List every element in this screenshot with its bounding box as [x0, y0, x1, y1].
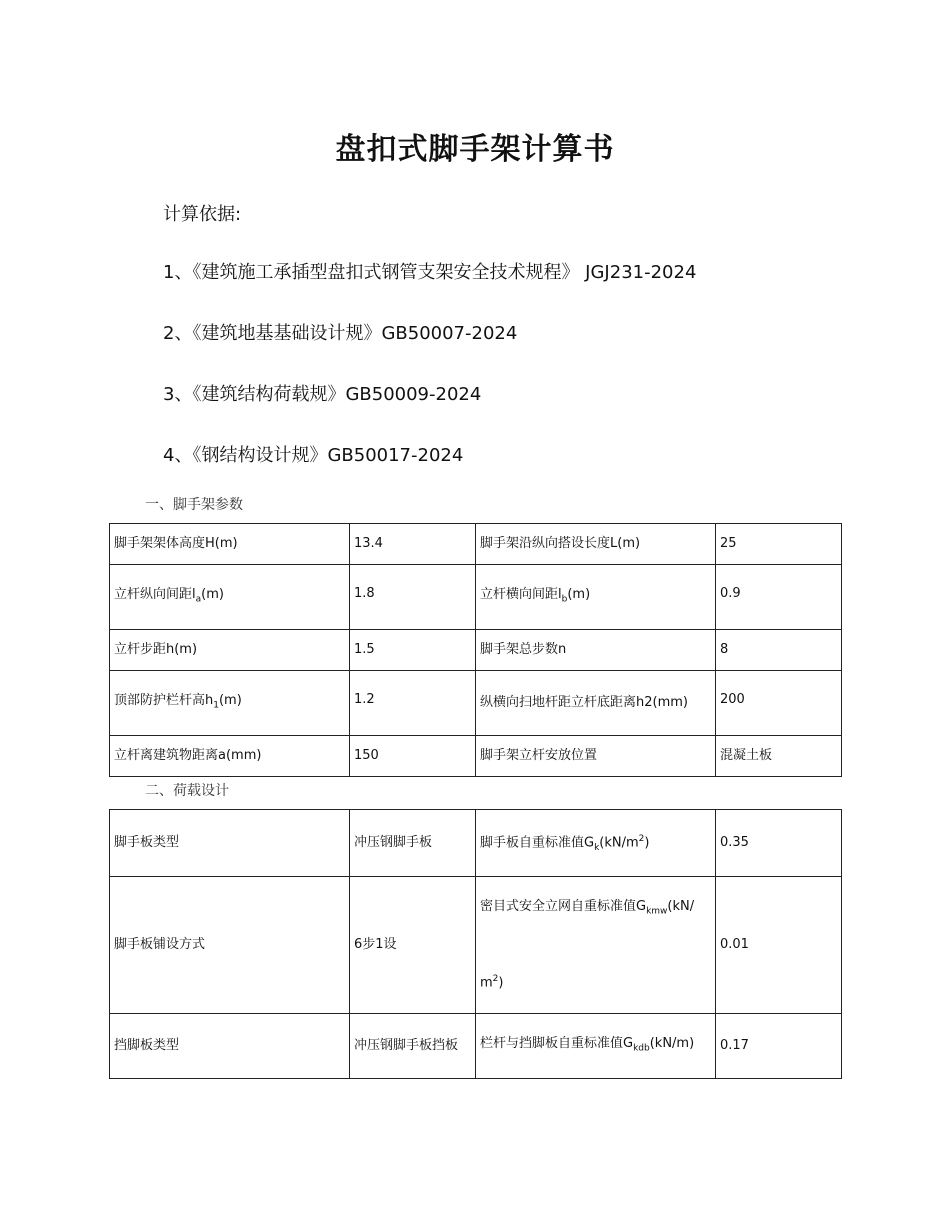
param-label: 立杆纵向间距$l_a(m)$: [110, 565, 350, 630]
param-label: 密目式安全立网自重标准值$G_{kmw}(kN/$ $m^2$): [476, 877, 716, 1014]
basis-item: 3、《建筑结构荷载规》GB50009-2024: [163, 384, 482, 405]
param-value: 200: [716, 671, 842, 736]
param-value: 冲压钢脚手板: [350, 810, 476, 877]
param-value: 13.4: [350, 524, 476, 565]
param-label: 栏杆与挡脚板自重标准值$G_{kdb}(kN/m)$: [476, 1014, 716, 1079]
param-value: 25: [716, 524, 842, 565]
table-row: [110, 565, 842, 630]
basis-heading: 计算依据:: [163, 204, 242, 225]
table-row: [110, 524, 842, 565]
param-value: 150: [350, 736, 476, 777]
table-row: [110, 630, 842, 671]
param-value: 0.9: [716, 565, 842, 630]
param-label: 纵横向扫地杆距立杆底距离h2(mm): [476, 671, 716, 736]
section-heading-scaffold-params: 一、脚手架参数: [145, 497, 243, 513]
param-value: 0.35: [716, 810, 842, 877]
param-value: 混凝土板: [716, 736, 842, 777]
load-design-table: [109, 809, 842, 1079]
table-row: [110, 671, 842, 736]
scaffold-params-table: [109, 523, 842, 777]
param-label: 脚手架沿纵向搭设长度L(m): [476, 524, 716, 565]
table-row: [110, 877, 842, 1014]
param-value: 6步1设: [350, 877, 476, 1014]
param-label: 脚手板类型: [110, 810, 350, 877]
basis-item: 2、《建筑地基基础设计规》GB50007-2024: [163, 323, 518, 344]
param-label: 立杆横向间距$l_b(m)$: [476, 565, 716, 630]
param-label: 脚手板自重标准值$G_k(kN/m^2)$: [476, 810, 716, 877]
basis-item: 4、《钢结构设计规》GB50017-2024: [163, 445, 464, 466]
table-row: [110, 736, 842, 777]
param-value: 1.8: [350, 565, 476, 630]
document-title: 盘扣式脚手架计算书: [335, 132, 615, 167]
param-value: 1.5: [350, 630, 476, 671]
basis-item: 1、《建筑施工承插型盘扣式钢管支架安全技术规程》 JGJ231-2024: [163, 262, 697, 283]
param-label: 立杆离建筑物距离a(mm): [110, 736, 350, 777]
param-label: 脚手板铺设方式: [110, 877, 350, 1014]
param-value: 1.2: [350, 671, 476, 736]
param-label: 脚手架总步数n: [476, 630, 716, 671]
section-heading-load-design: 二、荷载设计: [145, 783, 229, 799]
param-value: 8: [716, 630, 842, 671]
table-row: [110, 810, 842, 877]
param-value: 冲压钢脚手板挡板: [350, 1014, 476, 1079]
table-row: [110, 1014, 842, 1079]
param-value: 0.17: [716, 1014, 842, 1079]
param-label: 脚手架立杆安放位置: [476, 736, 716, 777]
basis-list: [163, 260, 696, 504]
param-label: 挡脚板类型: [110, 1014, 350, 1079]
param-value: 0.01: [716, 877, 842, 1014]
param-label: 顶部防护栏杆高$h_1(m)$: [110, 671, 350, 736]
param-label: 脚手架架体高度H(m): [110, 524, 350, 565]
param-label: 立杆步距h(m): [110, 630, 350, 671]
